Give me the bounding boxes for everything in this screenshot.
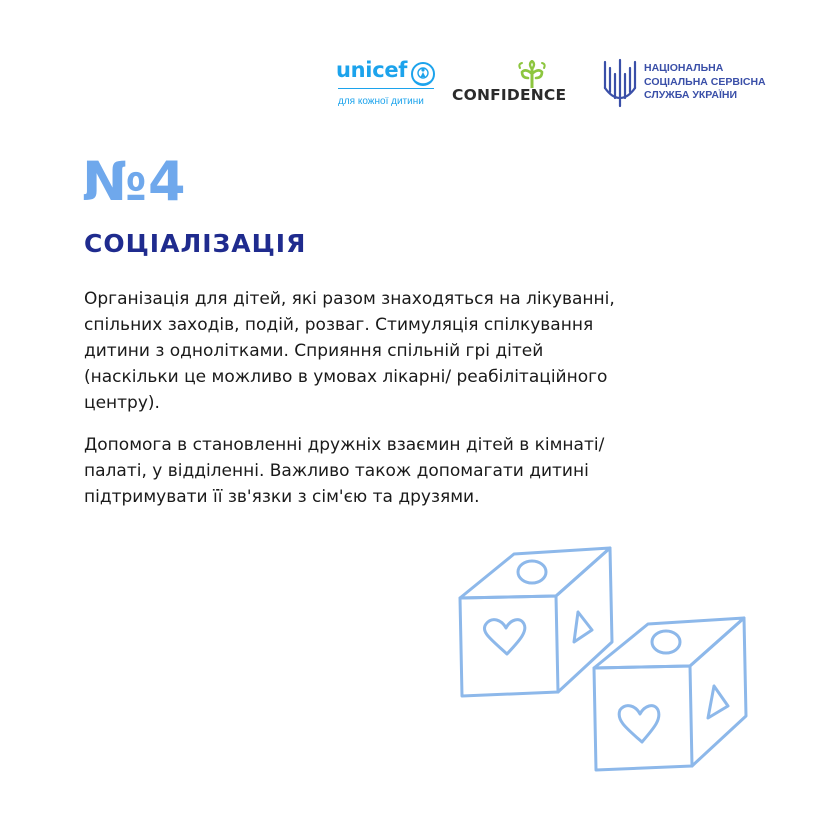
trident-emblem-icon [602,58,638,108]
die-1-top [460,548,610,598]
confidence-logo [452,60,588,106]
confidence-wordmark: CONFIDENCE [452,86,567,104]
section-number: №4 [82,150,187,213]
paragraph-line: (наскільки це можливо в умовах лікарні/ реабілітаційного [84,367,608,387]
section-title: СОЦІАЛІЗАЦІЯ [84,229,307,258]
paragraph-line: центру). [84,393,160,413]
paragraph-line: палаті, у відділенні. Важливо також допомагати дитині [84,461,589,481]
unicef-tagline: для кожної дитини [338,96,424,107]
die-1-circle-face [518,561,546,583]
paragraph-2 [84,432,744,510]
divider [338,88,434,89]
paragraph-1 [84,286,744,416]
globe-icon [410,61,436,87]
dice-icon [452,540,752,780]
die-2-heart-face [619,706,659,742]
nsss-line-2: СОЦІАЛЬНА СЕРВІСНА [644,75,766,88]
paragraph-line: дитини з однолітками. Сприяння спільній грі дітей [84,341,544,361]
unicef-logo [336,58,438,114]
die-2-circle-face [652,631,680,653]
nsss-line-1: НАЦІОНАЛЬНА [644,62,724,74]
unicef-wordmark: unicef [336,58,408,82]
die-2-front [594,666,692,770]
nsss-line-3: СЛУЖБА УКРАЇНИ [644,89,737,101]
nsss-logo [602,56,792,108]
paragraph-line: підтримувати її зв'язки з сім'єю та друзями. [84,487,480,507]
die-1-triangle-face [574,612,592,642]
paragraph-line: Допомога в становленні дружніх взаємин дітей в кімнаті/ [84,435,605,455]
paragraph-line: Організація для дітей, які разом знаходяться на лікуванні, [84,289,615,309]
die-2-top [594,618,744,668]
nsss-name [644,62,766,103]
die-2-triangle-face [708,686,728,718]
die-1-heart-face [484,620,524,654]
tree-icon [516,60,548,88]
die-1-front [460,596,558,696]
paragraph-line: спільних заходів, подій, розваг. Стимуляція спілкування [84,315,594,335]
